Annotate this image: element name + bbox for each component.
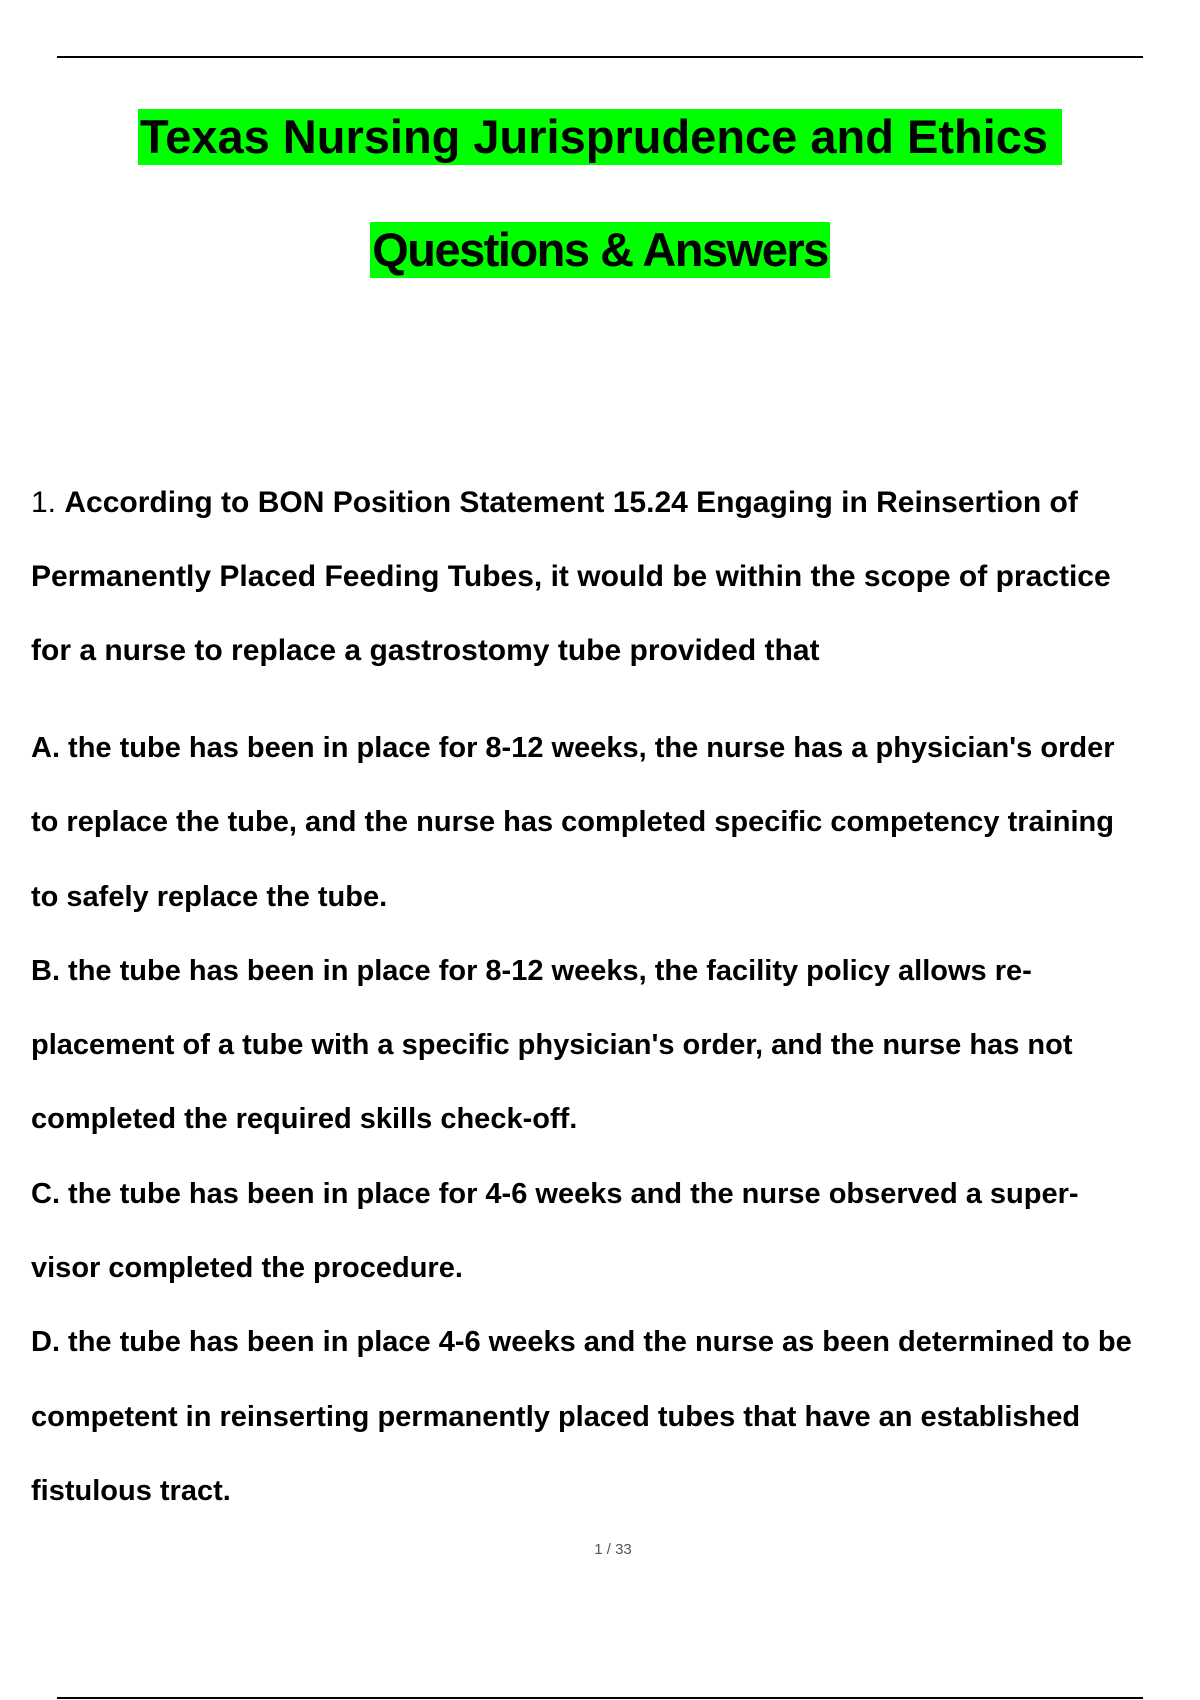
question-1 [31, 466, 1200, 688]
page-number: 1 / 33 [594, 1541, 632, 1558]
option-a-line: to replace the tube, and the nurse has completed specific competency training [31, 806, 1114, 839]
question-stem-line: 1. According to BON Position Statement 15.24 Engaging in Reinsertion of [31, 486, 1078, 519]
option-a [31, 711, 1200, 934]
option-d-line: fistulous tract. [31, 1474, 231, 1507]
answer-options [31, 711, 1200, 1528]
top-rule [57, 56, 1143, 58]
title-line-2: Questions & Answers [372, 223, 828, 276]
bottom-rule [57, 1697, 1143, 1699]
title-line-1: Texas Nursing Jurisprudence and Ethics [138, 109, 1062, 165]
option-d-line: competent in reinserting permanently placed tubes that have an established [31, 1400, 1081, 1433]
option-c-line: C. the tube has been in place for 4-6 weeks and the nurse observed a super- [31, 1177, 1079, 1210]
document-title [0, 109, 1200, 165]
option-c-line: visor completed the procedure. [31, 1252, 463, 1285]
option-b [31, 934, 1200, 1157]
option-d [31, 1305, 1200, 1528]
document-subtitle [0, 222, 1200, 278]
option-c [31, 1157, 1200, 1306]
question-stem-line: Permanently Placed Feeding Tubes, it would be within the scope of practice [31, 560, 1111, 593]
option-b-line: placement of a tube with a specific physician's order, and the nurse has not [31, 1029, 1073, 1062]
option-b-line: completed the required skills check-off. [31, 1103, 578, 1136]
option-d-line: D. the tube has been in place 4-6 weeks and the nurse as been determined to be [31, 1326, 1132, 1359]
option-a-line: A. the tube has been in place for 8-12 weeks, the nurse has a physician's order [31, 732, 1115, 764]
question-stem-line: for a nurse to replace a gastrostomy tube provided that [31, 634, 820, 667]
option-a-line: to safely replace the tube. [31, 880, 388, 913]
question-number: 1. [31, 486, 57, 519]
option-b-line: B. the tube has been in place for 8-12 weeks, the facility policy allows re- [31, 954, 1032, 987]
